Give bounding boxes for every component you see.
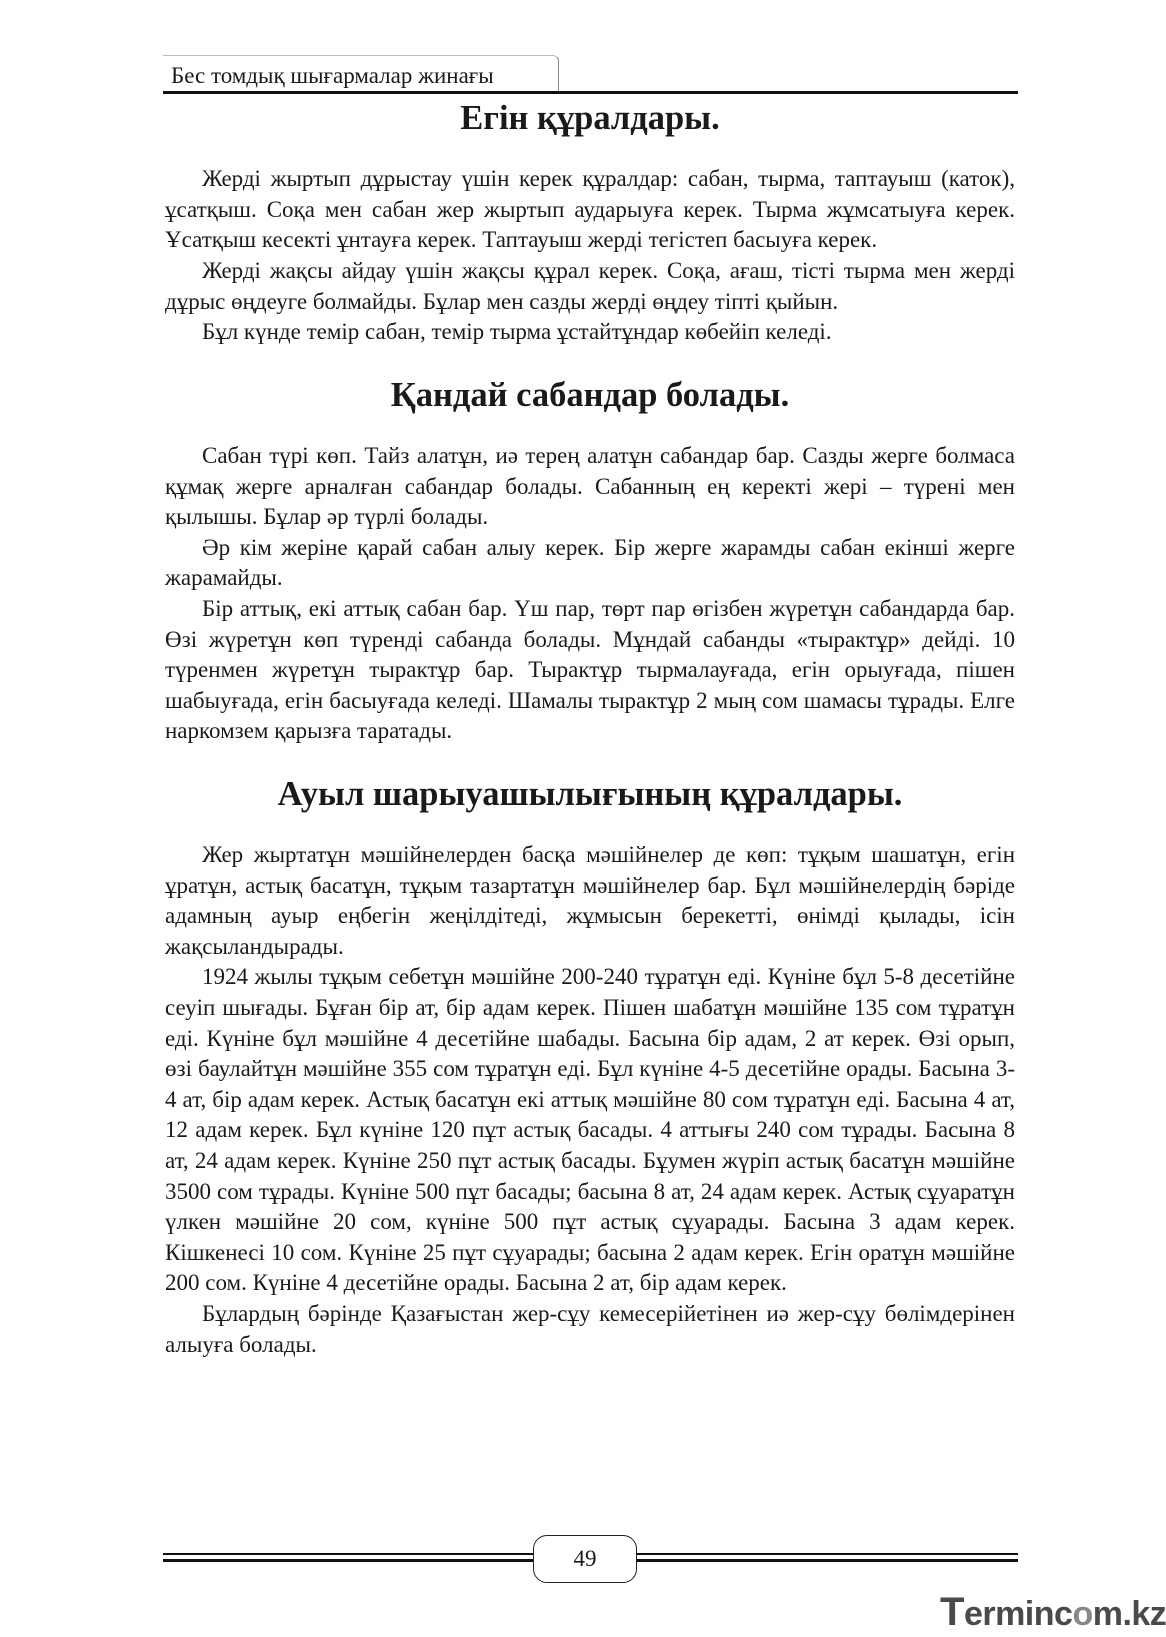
spacer xyxy=(165,348,1015,380)
paragraph: Жерді жақсы айдау үшін жақсы құрал керек. Соқа, ағаш, тісті тырма мен жерді дұрыс өңдеуге болмайды. Бұлар мен сазды жерді өңдеу тіпті қыйын. xyxy=(165,257,1015,314)
paragraph: Әр кім жеріне қарай сабан алыу керек. Бір жерге жарамды сабан екінші жерге жарамайды. xyxy=(165,534,1015,591)
section-heading-1: Егін құралдары. xyxy=(460,99,720,137)
spacer xyxy=(165,410,1015,441)
section-heading-3: Ауыл шарыуашылығының құралдары. xyxy=(277,774,903,813)
paragraph: Бұлардың бәрінде Қазағыстан жер-сұу кемесерійетінен иә жер-сұу бөлімдерінен алыуға болады. xyxy=(165,1300,1015,1357)
watermark-text: m.kz xyxy=(1092,1595,1166,1633)
spacer xyxy=(165,809,1015,840)
page-footer xyxy=(163,1543,1018,1593)
paragraph: Бір аттық, екі аттық сабан бар. Үш пар, төрт пар өгізбен жүретұн сабандарда бар. Өзі жүретұн көп түренді сабанда болады. Мұндай сабанды «тырактұр» дейді. 10 түренмен жүретұн тырактұр бар. Тырактұр тырмалауғада, егін орыуғада, пішен шабыуғада, егін басыуғада келеді. Шамалы тырактұр 2 мың сом шамасы тұрады. Елге наркомзем қарызға таратады. xyxy=(165,595,1015,744)
page-number: 49 xyxy=(533,1535,637,1583)
watermark-letter: T xyxy=(940,1590,964,1634)
magnifier-icon: o xyxy=(1072,1595,1093,1633)
paragraph: Бұл күнде темір сабан, темір тырма ұстайтұндар көбейіп келеді. xyxy=(202,319,832,345)
section-heading-2: Қандай сабандар болады. xyxy=(390,375,790,414)
paragraph: 1924 жылы тұқым себетұн мәшійне 200-240 тұратұн еді. Күніне бұл 5-8 десетійне сеуіп шығады. Бұған бір ат, бір адам керек. Пішен шабатұн мәшійне 135 сом тұратұн еді. Күніне бұл мәшійне 4 десетійне шабады. Басына бір адам, 2 ат керек. Өзі орып, өзі баулайтұн мәшійне 355 сом тұратұн еді. Бұл күніне 4-5 десетійне орады. Басына 3-4 ат, бір адам керек. Астық басатұн екі аттық мәшійне 80 сом тұратұн еді. Басына 4 ат, 12 адам керек. Бұл күніне 120 пұт астық басады. 4 аттығы 240 сом тұрады. Басына 8 ат, 24 адам керек. Күніне 250 пұт астық басады. Бұумен жүріп астық басатұн мәшійне 3500 сом тұрады. Күніне 500 пұт басады; басына 8 ат, 24 адам керек. Астық сұуаратұн үлкен мәшійне 20 сом, күніне 500 пұт астық сұуарады. Басына 3 адам керек. Кішкенесі 10 сом. Күніне 25 пұт сұуарады; басына 2 адам керек. Егін оратұн мәшійне 200 сом. Күніне 4 десетійне орады. Басына 2 ат, бір адам керек. xyxy=(165,964,1015,1296)
spacer xyxy=(165,134,1015,165)
header-title: Бес томдық шығармалар жинағы xyxy=(171,63,494,88)
watermark-text: erminc xyxy=(963,1595,1073,1633)
paragraph: Жер жыртатұн мәшійнелерден басқа мәшійнелер де көп: тұқым шашатұн, егін ұратұн, астық басатұн, тұқым тазартатұн мәшійнелер бар. Бұл мәшійнелердің бәріде адамның ауыр еңбегін жеңілдітеді, жұмысын берекетті, өнімді қылады, ісін жақсыландырады. xyxy=(165,842,1015,959)
header-rule xyxy=(163,91,1018,94)
watermark-logo xyxy=(940,1590,1166,1635)
paragraph: Жерді жыртып дұрыстау үшін керек құралдар: сабан, тырма, таптауыш (каток), ұсатқыш. Соқа мен сабан жер жыртып аударыуға керек. Тырма жұмсатыуға керек. Ұсатқыш кесекті ұнтауға керек. Таптауыш жерді тегістеп басыуға керек. xyxy=(165,166,1015,253)
page-body xyxy=(165,99,1015,1360)
paragraph: Сабан түрі көп. Тайз алатұн, иә терең алатұн сабандар бар. Сазды жерге болмаса құмақ жерге арналған сабандар болады. Сабанның ең керекті жері – түрені мен қылышы. Бұлар әр түрлі болады. xyxy=(165,442,1015,530)
running-header xyxy=(163,55,1018,97)
